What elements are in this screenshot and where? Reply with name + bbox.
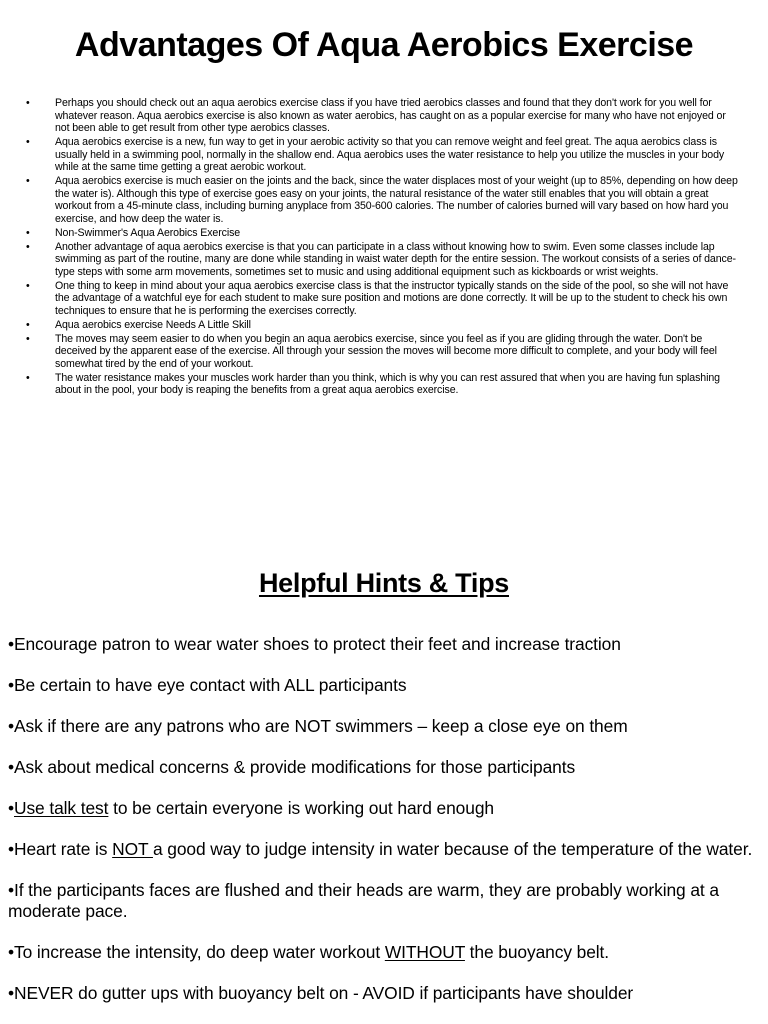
bullet-text: Aqua aerobics exercise Needs A Little Skill (55, 318, 251, 331)
hint-non-swimmers: •Ask if there are any patrons who are NOT swimmers – keep a close eye on them (8, 716, 628, 736)
list-item (24, 333, 742, 371)
bullet-icon: • (26, 226, 30, 239)
bullet-text: Perhaps you should check out an aqua aerobics exercise class if you have tried aerobics classes and found that they don't work for you well for whatever reason. Aqua aerobics exercise is also known as water aerobics, has caught on as a popular exercise for many who have not enjoyed or not been able to get result from other type aerobics classes. (55, 97, 726, 135)
hint-talk-test (8, 798, 760, 819)
bullet-icon: • (26, 175, 30, 188)
list-item (24, 241, 742, 279)
bullet-icon: • (26, 318, 30, 331)
hint-intensity-prefix: •To increase the intensity, do deep water workout (8, 942, 385, 962)
hint-eye-contact: •Be certain to have eye contact with ALL participants (8, 675, 407, 695)
bullet-text: One thing to keep in mind about your aqua aerobics exercise class is that the instructor typically stands on the side of the pool, so she will not have the advantage of a watchful eye for each student to make sure position and motions are done correctly. It will be up to the student to check his own techniques to ensure that he is performing the exercises correctly. (55, 279, 729, 317)
list-item (24, 372, 742, 397)
bullet-icon: • (26, 332, 30, 345)
list-item (24, 319, 742, 332)
bullet-icon: • (26, 240, 30, 253)
bullet-text: Aqua aerobics exercise is a new, fun way to get in your aerobic activity so that you can remove weight and feel great. The aqua aerobics class is usually held in a swimming pool, normally in the shallow end. Aqua aerobics uses the water resistance to help you utilize the muscles in your body while at the same time getting a great aerobic workout. (55, 136, 725, 174)
bullet-icon: • (26, 97, 30, 109)
list-item (24, 136, 742, 174)
bullet-text: Non-Swimmer's Aqua Aerobics Exercise (55, 226, 241, 239)
advantages-bullet-list (24, 97, 742, 398)
list-item (24, 97, 742, 135)
hint-heart-rate-prefix: •Heart rate is (8, 839, 113, 859)
list-item (24, 280, 742, 318)
hint-intensity (8, 942, 760, 963)
bullet-text: The moves may seem easier to do when you begin an aqua aerobics exercise, since you feel as if you are gliding through the water. Don't be deceived by the apparent ease of the exercise. All through your session the moves will become more difficult to complete, and your body will feel somewhat tired by the end of your workout. (55, 332, 717, 370)
bullet-icon: • (26, 279, 30, 292)
hints-list (8, 634, 760, 1024)
bullet-text: Aqua aerobics exercise is much easier on the joints and the back, since the water displaces most of your weight (up to 85%, depending on how deep the water is). Although this type of exercise goes easy on your joints, the natural resistance of the water still enables that you will obtain a great workout from a 45-minute class, including burning anyplace from 350-600 calories. The number of calories burned will vary based on how hard you exercise, and how deep the water is. (55, 175, 738, 225)
bullet-icon: • (26, 136, 30, 149)
hint-water-shoes: •Encourage patron to wear water shoes to protect their feet and increase traction (8, 634, 621, 654)
bullet-icon: • (26, 371, 30, 384)
hint-talk-test-prefix: • (8, 798, 14, 818)
bullet-text: Another advantage of aqua aerobics exercise is that you can participate in a class without knowing how to swim. Even some classes include lap swimming as part of the routine, many are done while standing in waist water depth for the entire session. The workout consists of a series of dance-type steps with some arm movements, sometimes set to music and using additional equipment such as kickboards or wrist weights. (55, 240, 736, 278)
list-item (24, 227, 742, 240)
bullet-text: The water resistance makes your muscles work harder than you think, which is why you can rest assured that when you are having fun splashing about in the pool, your body is reaping the benefits from a great aqua aerobics exercise. (55, 371, 720, 397)
page-title: Advantages Of Aqua Aerobics Exercise (74, 26, 694, 64)
hint-talk-test-underlined: Use talk test (14, 798, 109, 818)
hint-talk-test-rest: to be certain everyone is working out hard enough (108, 798, 494, 818)
hint-intensity-underlined: WITHOUT (384, 942, 465, 962)
hint-heart-rate (8, 839, 760, 860)
hints-heading: Helpful Hints & Tips (258, 568, 509, 598)
hint-heart-rate-underlined: NOT (112, 839, 153, 859)
hint-flushed-faces: •If the participants faces are flushed and their heads are warm, they are probably working at a moderate pace. (8, 880, 719, 921)
hint-intensity-rest: the buoyancy belt. (464, 942, 610, 962)
hint-heart-rate-rest: a good way to judge intensity in water because of the temperature of the water. (152, 839, 753, 859)
hint-medical-concerns: •Ask about medical concerns & provide modifications for those participants (8, 757, 576, 777)
list-item (24, 175, 742, 225)
hint-gutter-ups: •NEVER do gutter ups with buoyancy belt on - AVOID if participants have shoulder (8, 983, 634, 1003)
